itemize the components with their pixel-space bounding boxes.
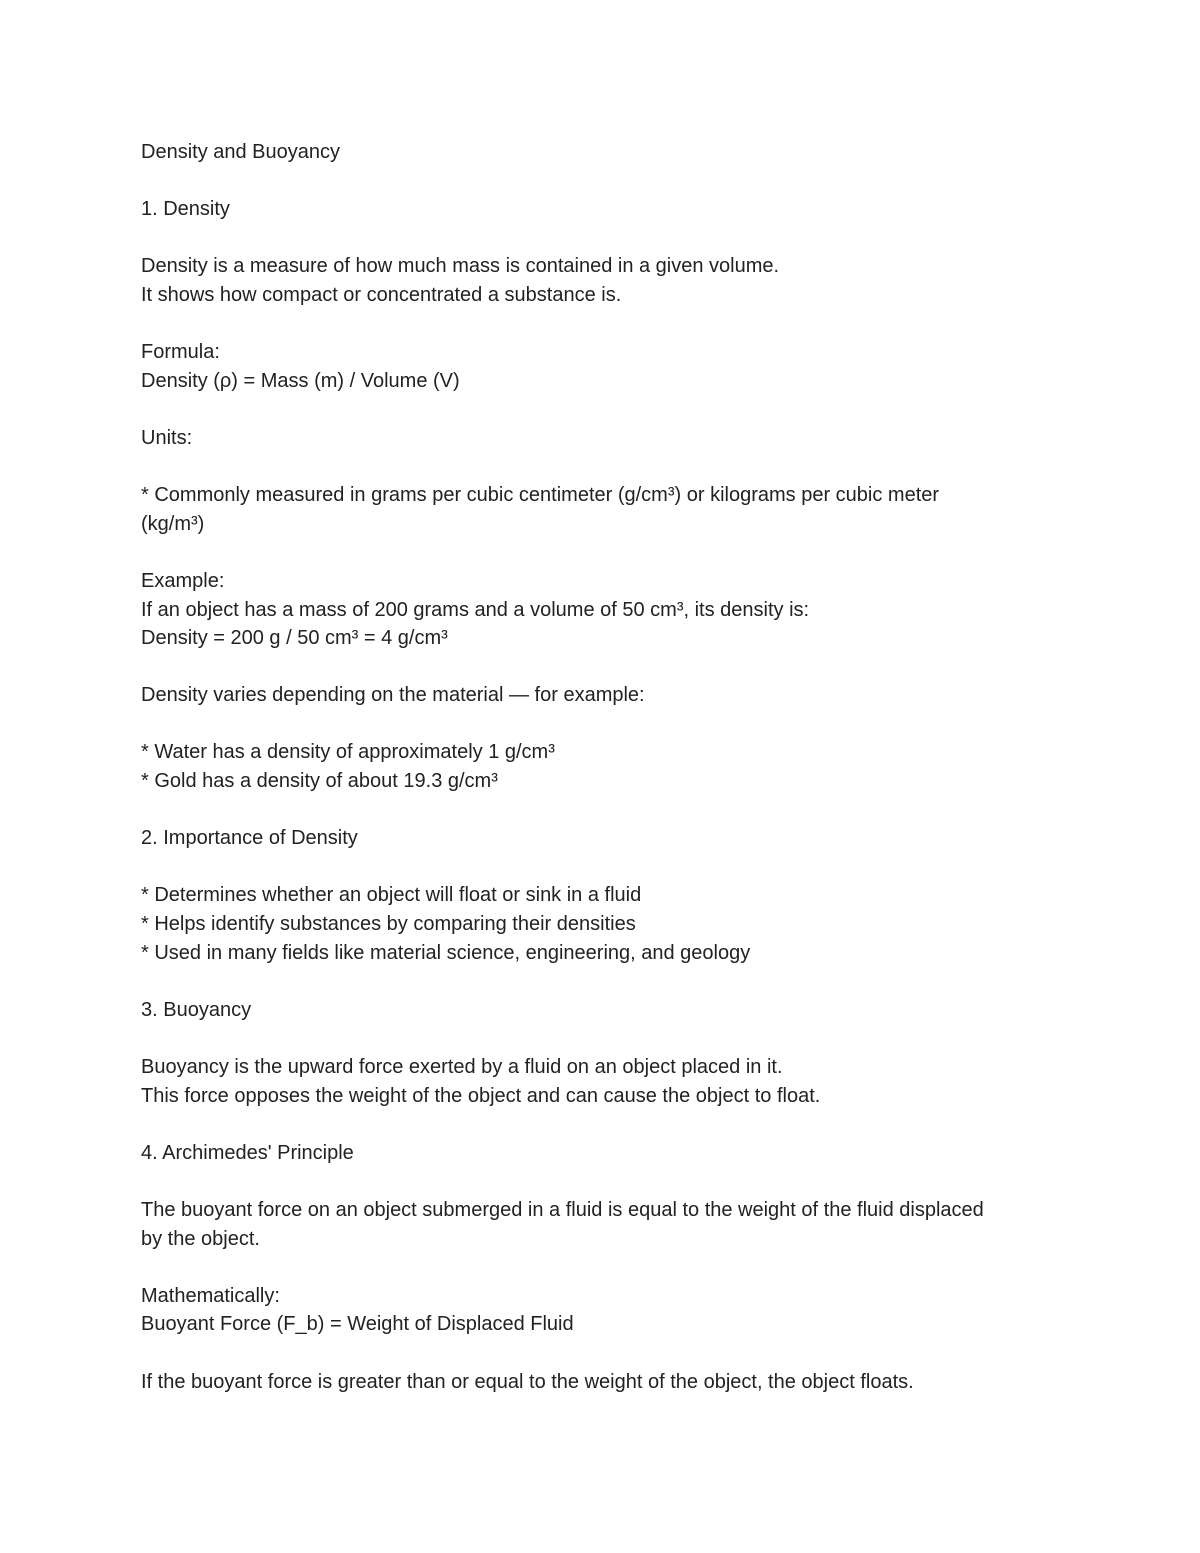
paragraph-line: It shows how compact or concentrated a substance is. bbox=[141, 283, 622, 306]
paragraph-line: Buoyancy is the upward force exerted by a fluid on an object placed in it. bbox=[141, 1056, 783, 1078]
example-line: Density = 200 g / 50 cm³ = 4 g/cm³ bbox=[141, 627, 448, 650]
section-heading-archimedes: 4. Archimedes' Principle bbox=[141, 1141, 354, 1164]
spacer bbox=[141, 1024, 1071, 1053]
list-item: * Water has a density of approximately 1 g/cm³ bbox=[141, 741, 555, 764]
paragraph-line: The buoyant force on an object submerged in a fluid is equal to the weight of the fluid displaced bbox=[141, 1198, 984, 1221]
paragraph-line: This force opposes the weight of the object and can cause the object to float. bbox=[141, 1084, 821, 1107]
buoyant-force-formula: Buoyant Force (F_b) = Weight of Displaced Fluid bbox=[141, 1313, 574, 1336]
section-heading-buoyancy: 3. Buoyancy bbox=[141, 998, 252, 1021]
varies-text: Density varies depending on the material — for example: bbox=[141, 684, 645, 707]
spacer bbox=[141, 653, 1071, 682]
paragraph-line: by the object. bbox=[141, 1227, 260, 1250]
spacer bbox=[141, 538, 1071, 567]
spacer bbox=[141, 853, 1071, 882]
list-item: * Used in many fields like material science, engineering, and geology bbox=[141, 941, 751, 964]
list-item: * Helps identify substances by comparing their densities bbox=[141, 913, 636, 936]
spacer bbox=[141, 796, 1071, 825]
spacer bbox=[141, 395, 1071, 424]
math-label: Mathematically: bbox=[141, 1284, 280, 1307]
section-heading-density: 1. Density bbox=[141, 198, 230, 221]
paragraph-line: Density is a measure of how much mass is contained in a given volume. bbox=[141, 255, 780, 278]
spacer bbox=[141, 710, 1071, 739]
spacer bbox=[141, 453, 1071, 482]
spacer bbox=[141, 1110, 1071, 1139]
spacer bbox=[141, 224, 1071, 253]
spacer bbox=[141, 1339, 1071, 1368]
example-label: Example: bbox=[141, 569, 225, 592]
section-heading-importance: 2. Importance of Density bbox=[141, 827, 358, 850]
conclusion-line: If the buoyant force is greater than or equal to the weight of the object, the object floats. bbox=[141, 1370, 914, 1393]
density-formula: Density (ρ) = Mass (m) / Volume (V) bbox=[141, 369, 460, 392]
units-label: Units: bbox=[141, 426, 193, 449]
units-item-continued: (kg/m³) bbox=[141, 512, 205, 535]
spacer bbox=[141, 310, 1071, 339]
spacer bbox=[141, 967, 1071, 996]
units-item: * Commonly measured in grams per cubic centimeter (g/cm³) or kilograms per cubic meter bbox=[141, 484, 940, 507]
document-body bbox=[141, 138, 1071, 1396]
spacer bbox=[141, 167, 1071, 196]
document-title: Density and Buoyancy bbox=[141, 141, 341, 163]
list-item: * Determines whether an object will float or sink in a fluid bbox=[141, 884, 642, 907]
spacer bbox=[141, 1167, 1071, 1196]
example-line: If an object has a mass of 200 grams and a volume of 50 cm³, its density is: bbox=[141, 598, 810, 621]
spacer bbox=[141, 1253, 1071, 1282]
formula-label: Formula: bbox=[141, 341, 220, 364]
list-item: * Gold has a density of about 19.3 g/cm³ bbox=[141, 770, 498, 793]
